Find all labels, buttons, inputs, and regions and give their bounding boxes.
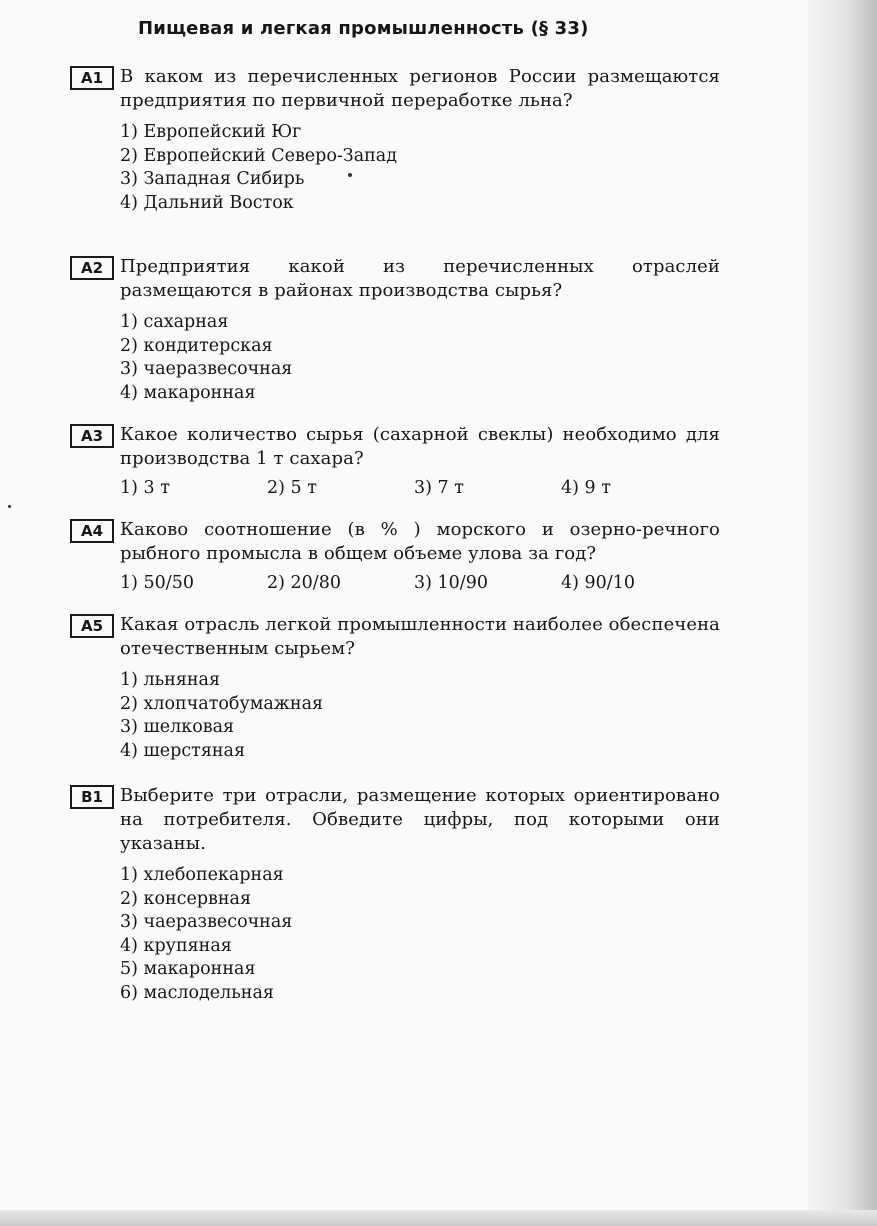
question-label: А5: [70, 614, 114, 638]
answer-option[interactable]: 4) макаронная: [120, 382, 256, 403]
question-text: Предприятия какой из перечисленных отраслей размещаются в районах производства сырья?: [120, 256, 720, 301]
answer-option[interactable]: 3) Западная Сибирь: [120, 169, 305, 189]
answer-options: [120, 311, 720, 405]
answer-options: [120, 572, 720, 596]
ink-speck: [8, 505, 11, 508]
answer-option[interactable]: 4) 90/10: [561, 573, 635, 593]
answer-options: [120, 121, 720, 215]
question-a3: [70, 423, 720, 501]
answer-option[interactable]: 2) 20/80: [267, 573, 341, 593]
question-a5: [70, 613, 720, 763]
answer-option[interactable]: 1) сахарная: [120, 312, 229, 332]
page-title: Пищевая и легкая промышленность (§ 33): [138, 18, 589, 39]
answer-options: [120, 477, 720, 501]
question-b1: [70, 784, 720, 1005]
page-edge-shadow: [807, 0, 877, 1226]
answer-options: [120, 669, 720, 763]
answer-option[interactable]: 1) Европейский Юг: [120, 122, 302, 142]
answer-option[interactable]: 3) 10/90: [414, 573, 488, 593]
answer-option[interactable]: 1) 50/50: [120, 573, 194, 593]
question-a1: [70, 65, 720, 215]
answer-options: [120, 864, 720, 1005]
answer-option[interactable]: 2) кондитерская: [120, 335, 273, 356]
answer-option[interactable]: 3) 7 т: [414, 478, 464, 498]
answer-option[interactable]: 3) чаеразвесочная: [120, 912, 293, 932]
answer-option[interactable]: 1) льняная: [120, 670, 221, 690]
answer-option[interactable]: 3) шелковая: [120, 717, 235, 737]
question-text: Каково соотношение (в % ) морского и озерно-речного рыбного промысла в общем объеме улова за год?: [120, 519, 720, 564]
question-text: Какая отрасль легкой промышленности наиболее обеспечена отечественным сырьем?: [120, 614, 720, 659]
answer-option[interactable]: 1) хлебопекарная: [120, 865, 284, 885]
answer-option[interactable]: 3) чаеразвесочная: [120, 359, 293, 379]
question-label: А1: [70, 66, 114, 90]
answer-option[interactable]: 4) крупяная: [120, 935, 232, 956]
question-text: Какое количество сырья (сахарной свеклы) необходимо для производства 1 т сахара?: [120, 424, 720, 469]
answer-option[interactable]: 4) Дальний Восток: [120, 192, 294, 213]
question-label: А4: [70, 519, 114, 543]
question-label: А3: [70, 424, 114, 448]
question-text: Выберите три отрасли, размещение которых ориентировано на потребителя. Обведите цифры, под которыми они указаны.: [120, 785, 720, 854]
answer-option[interactable]: 1) 3 т: [120, 478, 170, 498]
answer-option[interactable]: 6) маслодельная: [120, 982, 274, 1003]
ink-speck: [348, 173, 352, 177]
answer-option[interactable]: 5) макаронная: [120, 959, 256, 979]
question-text: В каком из перечисленных регионов России размещаются предприятия по первичной переработке льна?: [120, 66, 720, 111]
page-bottom-edge: [0, 1210, 877, 1226]
question-a4: [70, 518, 720, 596]
answer-option[interactable]: 2) 5 т: [267, 478, 317, 498]
answer-option[interactable]: 2) хлопчатобумажная: [120, 693, 324, 714]
answer-option[interactable]: 4) 9 т: [561, 478, 611, 498]
question-label: В1: [70, 785, 114, 809]
question-a2: [70, 255, 720, 405]
answer-option[interactable]: 2) консервная: [120, 888, 252, 909]
question-label: А2: [70, 256, 114, 280]
answer-option[interactable]: 2) Европейский Северо-Запад: [120, 145, 398, 166]
answer-option[interactable]: 4) шерстяная: [120, 740, 246, 761]
